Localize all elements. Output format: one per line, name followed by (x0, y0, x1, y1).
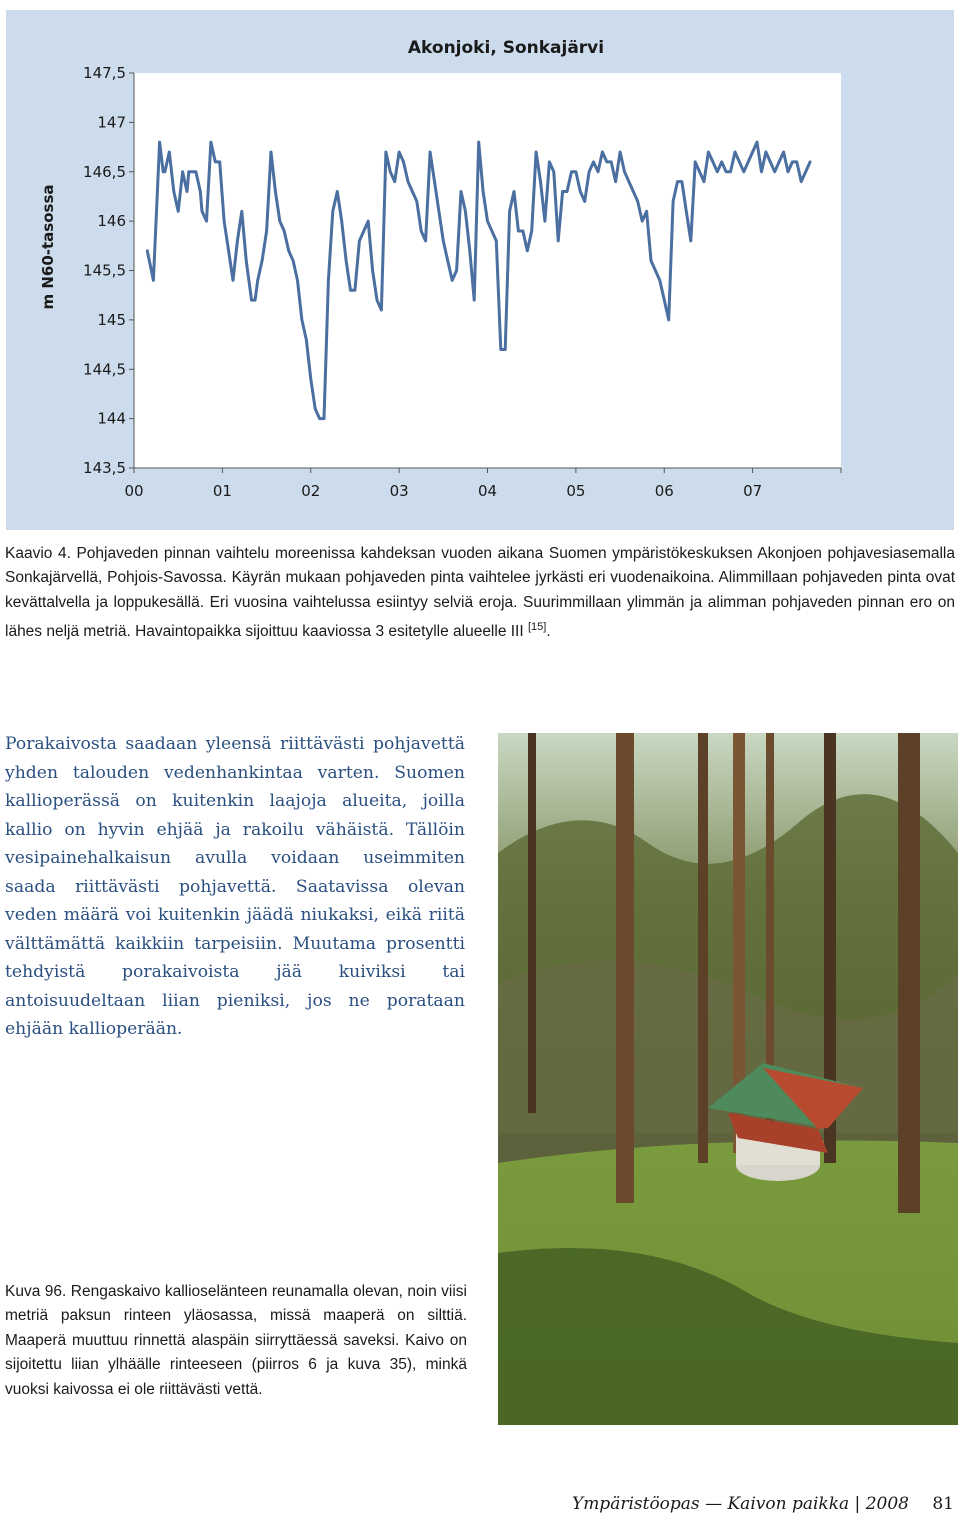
data-point (513, 191, 515, 193)
page-footer (572, 1494, 954, 1514)
data-point (778, 161, 780, 163)
data-point (478, 141, 480, 143)
data-point (261, 260, 263, 262)
data-point (557, 240, 559, 242)
data-point (655, 270, 657, 272)
data-point (323, 418, 325, 420)
tree-trunk (898, 733, 920, 1213)
data-point (602, 151, 604, 153)
data-point (531, 230, 533, 232)
data-point (681, 181, 683, 183)
x-tick-label: 05 (566, 482, 586, 500)
data-point (416, 201, 418, 203)
x-tick-labels (124, 482, 762, 500)
data-point (487, 220, 489, 222)
data-point (210, 141, 212, 143)
y-tick-label: 146,5 (83, 162, 126, 181)
data-point (690, 240, 692, 242)
data-point (628, 181, 630, 183)
tree-trunk (698, 733, 708, 1163)
data-point (730, 171, 732, 173)
data-point (403, 161, 405, 163)
data-point (465, 210, 467, 212)
data-point (447, 260, 449, 262)
data-point (518, 230, 520, 232)
data-point (747, 161, 749, 163)
data-point (177, 210, 179, 212)
data-point (332, 210, 334, 212)
data-point (186, 191, 188, 193)
data-point (232, 280, 234, 282)
data-point (734, 151, 736, 153)
data-point (469, 250, 471, 252)
publication-subtitle: Kaivon paikka (727, 1494, 850, 1514)
data-point (350, 289, 352, 291)
data-point (389, 171, 391, 173)
data-point (429, 151, 431, 153)
data-point (219, 161, 221, 163)
data-point (162, 171, 164, 173)
data-point (584, 201, 586, 203)
data-point (800, 181, 802, 183)
x-tick-label: 04 (477, 482, 498, 500)
data-point (593, 161, 595, 163)
data-point (703, 181, 705, 183)
data-point (694, 161, 696, 163)
data-point (686, 210, 688, 212)
tree-trunk (616, 733, 634, 1203)
y-tick-labels (83, 64, 126, 477)
x-tick-label: 00 (124, 482, 144, 500)
data-point (385, 151, 387, 153)
data-point (496, 240, 498, 242)
data-point (191, 171, 193, 173)
data-point (473, 299, 475, 301)
data-point (237, 240, 239, 242)
data-point (372, 270, 374, 272)
data-point (241, 210, 243, 212)
data-point (624, 171, 626, 173)
data-point (549, 161, 551, 163)
data-point (195, 171, 197, 173)
data-point (407, 181, 409, 183)
data-point (310, 378, 312, 380)
data-point (509, 210, 511, 212)
data-point (359, 240, 361, 242)
data-point (367, 220, 369, 222)
y-tick-label: 145 (97, 310, 126, 329)
data-point (248, 280, 250, 282)
data-point (443, 240, 445, 242)
data-point (319, 418, 321, 420)
figure-96-caption: Kuva 96. Rengaskaivo kallioselänteen reunamalla olevan, noin viisi metriä paksun rinteen yläosassa, missä maaperä on silttiä. Maaperä muuttuu rinnettä alaspäin siirryttäessä saveksi. Kaivo on sijoitettu liian ylhäälle rinteeseen (piirros 6 ja kuva 35), minkä vuoksi kaivossa ei ole riittävästi vettä. (5, 1283, 467, 1398)
figure-4-caption-text: Kaavio 4. Pohjaveden pinnan vaihtelu moreenissa kahdeksan vuoden aikana Suomen ympäristökeskuksen Akonjoen pohjavesiasemalla Sonkajärvellä, Pohjois-Savossa. Käyrän mukaan pohjaveden pinta vaihtelee jyrkästi eri vuodenaikoina. Alimmillaan pohjaveden pinta ovat kevättalvella ja loppukesällä. Eri vuosina vaihtelussa esiintyy selviä eroja. Suurimmillaan ylimmän ja alimman pohjaveden pinnan ero on lähes neljä metriä. Havaintopaikka sijoittuu kaaviossa 3 esitetylle alueelle III (5, 545, 955, 641)
x-tick-label: 07 (743, 482, 763, 500)
x-tick-label: 02 (301, 482, 321, 500)
y-tick-label: 147,5 (83, 64, 126, 82)
data-point (504, 349, 506, 351)
data-point (292, 260, 294, 262)
data-point (376, 299, 378, 301)
y-axis-label: m N60-tasossa (39, 184, 57, 310)
y-tick-label: 144 (97, 409, 126, 428)
y-tick-label: 146 (97, 212, 126, 231)
data-point (610, 161, 612, 163)
data-point (500, 349, 502, 351)
data-point (279, 220, 281, 222)
data-point (761, 171, 763, 173)
data-point (283, 230, 285, 232)
data-point (796, 161, 798, 163)
page-number: 81 (932, 1494, 954, 1514)
data-point (708, 151, 710, 153)
data-point (341, 220, 343, 222)
data-point (306, 339, 308, 341)
data-point (756, 141, 758, 143)
groundwater-level-chart (6, 10, 954, 530)
data-point (153, 280, 155, 282)
data-point (805, 171, 807, 173)
data-point (381, 309, 383, 311)
data-point (398, 151, 400, 153)
data-point (223, 220, 225, 222)
data-point (314, 408, 316, 410)
data-point (774, 171, 776, 173)
chart-panel (6, 10, 954, 530)
data-point (254, 299, 256, 301)
publication-name: Ympäristöopas (571, 1494, 700, 1514)
data-point (650, 260, 652, 262)
data-point (182, 171, 184, 173)
data-point (646, 210, 648, 212)
data-point (336, 191, 338, 193)
data-point (615, 181, 617, 183)
data-point (659, 280, 661, 282)
data-point (434, 181, 436, 183)
data-point (526, 250, 528, 252)
data-point (725, 171, 727, 173)
y-tick-label: 147 (97, 113, 126, 132)
data-point (637, 201, 639, 203)
data-point (245, 260, 247, 262)
figure-4-caption (5, 542, 955, 645)
y-tick-label: 143,5 (83, 459, 126, 477)
well-photo (498, 733, 958, 1425)
data-point (668, 319, 670, 321)
data-point (783, 151, 785, 153)
data-point (491, 230, 493, 232)
chart-title: Akonjoki, Sonkajärvi (407, 38, 605, 58)
data-point (770, 161, 772, 163)
data-point (354, 289, 356, 291)
data-point (619, 151, 621, 153)
data-point (199, 191, 201, 193)
data-point (765, 151, 767, 153)
data-point (663, 299, 665, 301)
data-point (739, 161, 741, 163)
publication-year: 2008 (865, 1494, 909, 1514)
data-point (522, 230, 524, 232)
data-point (588, 171, 590, 173)
data-point (201, 210, 203, 212)
data-point (425, 240, 427, 242)
data-point (606, 161, 608, 163)
data-point (438, 210, 440, 212)
data-point (540, 181, 542, 183)
data-point (456, 270, 458, 272)
data-point (275, 191, 277, 193)
footer-dash: — (705, 1494, 723, 1514)
x-tick-label: 03 (389, 482, 409, 500)
data-point (716, 171, 718, 173)
data-point (721, 161, 723, 163)
data-point (164, 171, 166, 173)
data-point (792, 161, 794, 163)
tree-trunk (528, 733, 536, 1113)
data-point (752, 151, 754, 153)
data-point (566, 191, 568, 193)
data-point (451, 280, 453, 282)
data-point (579, 191, 581, 193)
data-point (809, 161, 811, 163)
data-point (482, 191, 484, 193)
data-point (266, 230, 268, 232)
data-point (575, 171, 577, 173)
y-tick-label: 145,5 (83, 261, 126, 280)
data-point (270, 151, 272, 153)
data-point (460, 191, 462, 193)
data-point (412, 191, 414, 193)
data-point (633, 191, 635, 193)
data-point (597, 171, 599, 173)
data-point (345, 260, 347, 262)
data-point (206, 220, 208, 222)
data-point (699, 171, 701, 173)
figure-4-caption-end: . (546, 623, 551, 641)
data-point (571, 171, 573, 173)
data-point (394, 181, 396, 183)
data-point (301, 319, 303, 321)
data-point (787, 171, 789, 173)
figure-4-reference-number: [15] (527, 621, 547, 634)
data-point (188, 171, 190, 173)
data-point (169, 151, 171, 153)
plot-area (134, 73, 841, 468)
data-point (159, 141, 161, 143)
data-point (146, 250, 148, 252)
data-point (257, 280, 259, 282)
body-paragraph: Porakaivosta saadaan yleensä riittävästi pohjavettä yhden talouden vedenhankintaa varten. Suomen kallioperässä on kuitenkin laajoja alueita, joilla kallio on hyvin ehjää ja rakoilu vähäistä. Tällöin vesipainehalkaisun avulla voidaan useimmiten saada riittävästi pohjavettä. Saatavissa olevan veden määrä voi kuitenkin jäädä niukaksi, eikä riitä välttämättä kaikkiin tarpeisiin. Muutama prosentti tehdyistä porakaivoista jää kuiviksi tai antoisuudeltaan liian pieniksi, jos ne porataan ehjään kallioperään. (5, 734, 465, 1039)
y-tick-label: 144,5 (83, 360, 126, 379)
data-point (328, 280, 330, 282)
data-point (363, 230, 365, 232)
data-point (743, 171, 745, 173)
x-tick-label: 01 (212, 482, 232, 500)
data-point (420, 230, 422, 232)
data-point (173, 191, 175, 193)
data-point (297, 280, 299, 282)
data-point (251, 299, 253, 301)
data-point (288, 250, 290, 252)
figure-4-reference (524, 623, 547, 640)
data-point (553, 171, 555, 173)
footer-separator: | (854, 1494, 861, 1514)
data-point (228, 250, 230, 252)
data-point (535, 151, 537, 153)
data-point (641, 220, 643, 222)
data-point (544, 220, 546, 222)
data-point (672, 201, 674, 203)
data-point (215, 161, 217, 163)
x-tick-label: 06 (654, 482, 674, 500)
data-point (677, 181, 679, 183)
data-point (712, 161, 714, 163)
data-point (562, 191, 564, 193)
